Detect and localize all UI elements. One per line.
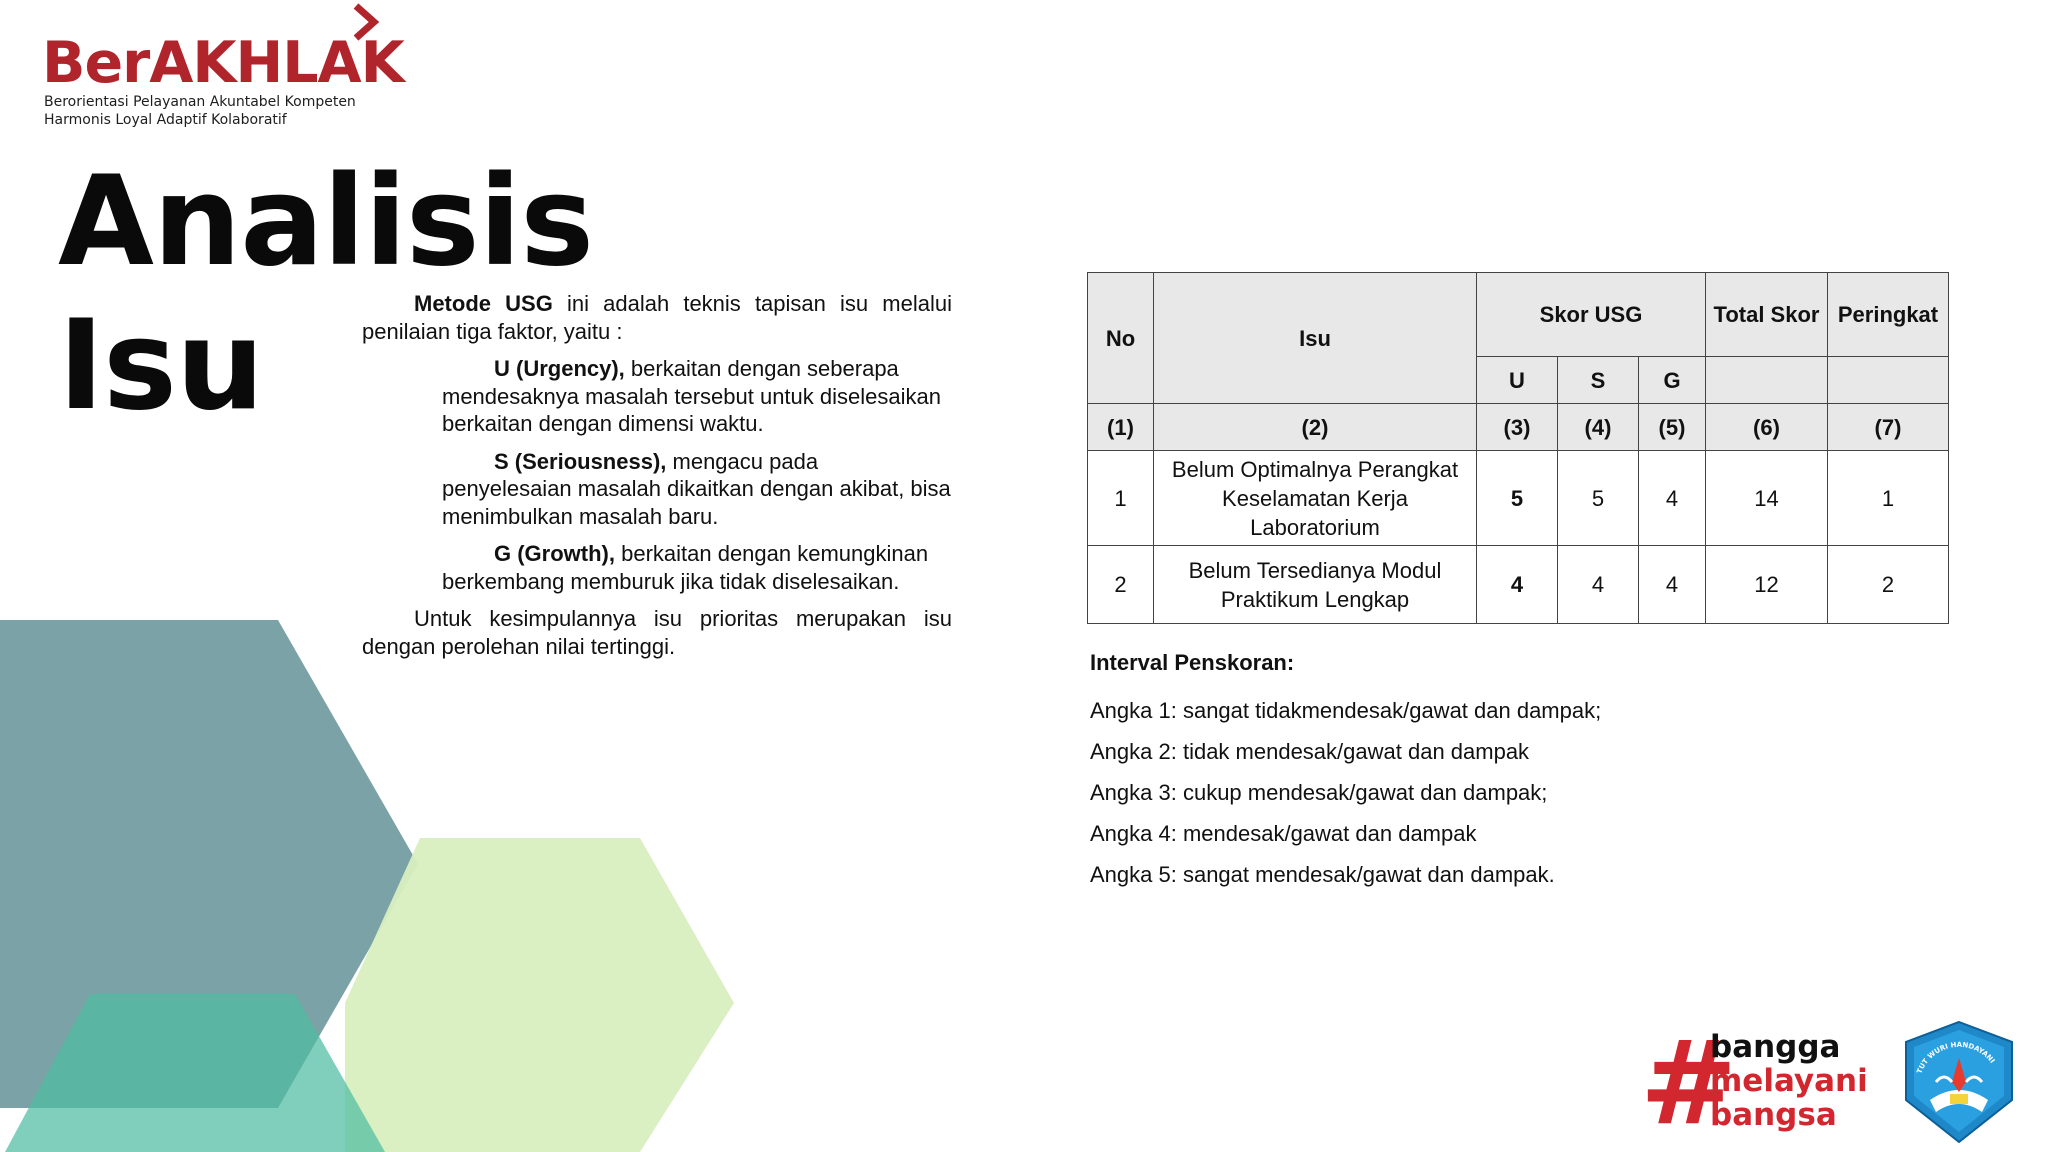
usg-score-table bbox=[1087, 272, 1949, 624]
hashtag-word-2: melayani bbox=[1710, 1063, 1868, 1099]
header-isu: Isu bbox=[1154, 273, 1477, 404]
hashtag-word-1: bangga bbox=[1710, 1029, 1841, 1065]
cell-rank: 2 bbox=[1828, 546, 1949, 624]
desc-growth-bold: G (Growth), bbox=[494, 541, 615, 566]
logo-tagline-line2: Harmonis Loyal Adaptif Kolaboratif bbox=[44, 112, 287, 128]
desc-growth bbox=[362, 540, 952, 595]
interval-penskoran bbox=[1090, 650, 1790, 895]
desc-urgency bbox=[362, 355, 952, 438]
header-total-skor: Total Skor bbox=[1706, 273, 1828, 357]
table-row bbox=[1088, 451, 1949, 546]
header-total-blank bbox=[1706, 357, 1828, 404]
title-line2: Isu bbox=[58, 294, 264, 438]
cell-no: 2 bbox=[1088, 546, 1154, 624]
list-item: Angka 3: cukup mendesak/gawat dan dampak; bbox=[1090, 780, 1548, 805]
desc-conclusion: Untuk kesimpulannya isu prioritas merupakan isu dengan perolehan nilai tertinggi. bbox=[362, 606, 952, 659]
cell-isu: Belum Tersedianya Modul Praktikum Lengkap bbox=[1154, 546, 1477, 624]
list-item: Angka 4: mendesak/gawat dan dampak bbox=[1090, 821, 1477, 846]
cell-g: 4 bbox=[1639, 451, 1706, 546]
numbering-cell: (2) bbox=[1154, 404, 1477, 451]
cell-s: 4 bbox=[1558, 546, 1639, 624]
title-line1: Analisis bbox=[58, 150, 594, 294]
cell-rank: 1 bbox=[1828, 451, 1949, 546]
logo-chevron-icon bbox=[352, 2, 382, 42]
table-numbering-row bbox=[1088, 404, 1949, 451]
interval-list bbox=[1090, 690, 1790, 895]
cell-g: 4 bbox=[1639, 546, 1706, 624]
desc-urgency-text: berkaitan dengan seberapa mendesaknya masalah tersebut untuk diselesaikan berkaitan dengan dimensi waktu. bbox=[442, 356, 941, 436]
desc-growth-text: berkaitan dengan kemungkinan berkembang memburuk jika tidak diselesaikan. bbox=[442, 541, 929, 594]
header-rank-blank bbox=[1828, 357, 1949, 404]
table-row bbox=[1088, 546, 1949, 624]
cell-total: 14 bbox=[1706, 451, 1828, 546]
cell-s: 5 bbox=[1558, 451, 1639, 546]
header-s: S bbox=[1558, 357, 1639, 404]
numbering-cell: (5) bbox=[1639, 404, 1706, 451]
desc-seriousness-bold: S (Seriousness), bbox=[494, 448, 667, 474]
bangga-melayani-bangsa-logo bbox=[1640, 1016, 1870, 1151]
desc-intro bbox=[362, 290, 952, 345]
cell-u: 5 bbox=[1477, 451, 1558, 546]
desc-seriousness-text: mengacu pada penyelesaian masalah dikaitkan dengan akibat, bisa menimbulkan masalah baru. bbox=[442, 448, 951, 529]
header-g: G bbox=[1639, 357, 1706, 404]
numbering-cell: (1) bbox=[1088, 404, 1154, 451]
hashtag-icon: # bbox=[1640, 1016, 1738, 1151]
list-item: Angka 2: tidak mendesak/gawat dan dampak bbox=[1090, 739, 1530, 764]
light-green-hexagon bbox=[345, 838, 734, 1152]
berakhlak-logo bbox=[42, 0, 402, 135]
desc-intro-bold: Metode USG bbox=[414, 291, 553, 316]
cell-total: 12 bbox=[1706, 546, 1828, 624]
tut-wuri-handayani-emblem-icon bbox=[1900, 1020, 2018, 1144]
cell-isu: Belum Optimalnya Perangkat Keselamatan Kerja Laboratorium bbox=[1154, 451, 1477, 546]
cell-no: 1 bbox=[1088, 451, 1154, 546]
list-item: Angka 5: sangat mendesak/gawat dan dampak. bbox=[1090, 862, 1555, 887]
header-no: No bbox=[1088, 273, 1154, 404]
usg-description bbox=[362, 290, 952, 660]
list-item: Angka 1: sangat tidakmendesak/gawat dan dampak; bbox=[1090, 698, 1602, 723]
header-peringkat: Peringkat bbox=[1828, 273, 1949, 357]
desc-intro-text: ini adalah teknis tapisan isu melalui penilaian tiga faktor, yaitu : bbox=[362, 291, 952, 344]
interval-title: Interval Penskoran: bbox=[1090, 650, 1295, 675]
numbering-cell: (6) bbox=[1706, 404, 1828, 451]
table-header-row bbox=[1088, 273, 1949, 357]
hashtag-word-3: bangsa bbox=[1710, 1097, 1837, 1133]
desc-seriousness bbox=[362, 448, 952, 531]
desc-urgency-bold: U (Urgency), bbox=[494, 356, 625, 381]
header-skor-usg: Skor USG bbox=[1477, 273, 1706, 357]
numbering-cell: (3) bbox=[1477, 404, 1558, 451]
cell-u: 4 bbox=[1477, 546, 1558, 624]
numbering-cell: (7) bbox=[1828, 404, 1949, 451]
logo-wordmark: BerAKHLAK bbox=[42, 30, 404, 96]
logo-tagline-line1: Berorientasi Pelayanan Akuntabel Kompeten bbox=[44, 94, 356, 110]
emblem-text: TUT WURI HANDAYANI bbox=[1915, 1040, 1997, 1075]
hashtag-words bbox=[1710, 1030, 1868, 1132]
header-u: U bbox=[1477, 357, 1558, 404]
numbering-cell: (4) bbox=[1558, 404, 1639, 451]
